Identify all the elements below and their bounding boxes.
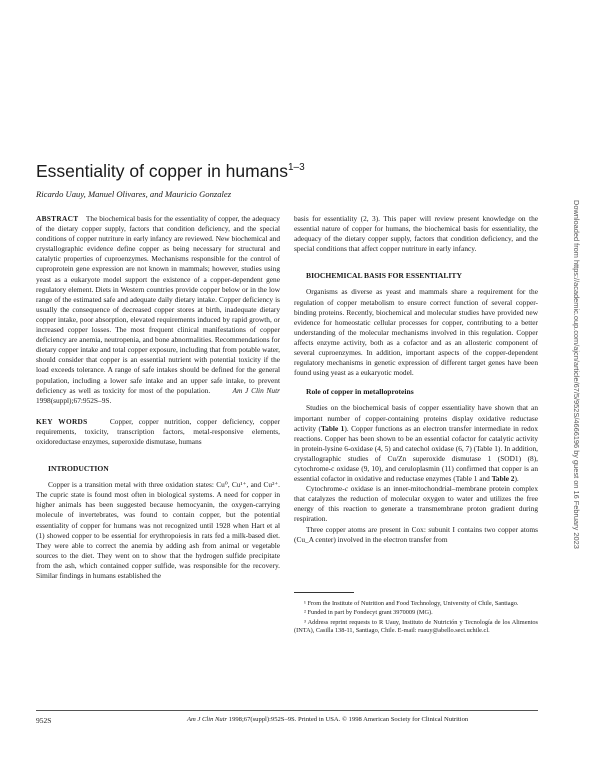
article-title-text: Essentiality of copper in humans [36,161,288,181]
left-column [36,214,280,581]
keywords [36,417,280,447]
download-note: Downloaded from https://academic.oup.com/ajcn/article/67/5/952S/4666196 by guest on 16 February 2023 [572,200,581,549]
title-footnote-marks: 1–3 [287,162,305,173]
footnote-1: ¹ From the Institute of Nutrition and Food Technology, University of Chile, Santiago. [304,600,519,607]
table-1-link[interactable]: Table 1 [320,423,345,433]
footnote-rule [294,592,354,593]
article-authors: Ricardo Uauy, Manuel Olivares, and Mauricio Gonzalez [36,189,232,199]
footnote-3: ³ Address reprint requests to R Uauy, Instituto de Nutrición y Tecnología de los Alimentos (INTA), Casilla 138-11, Santiago, Chile. E-mail: ruauy@abello.seci.uchile.cl. [294,618,538,635]
metalloproteins-text-c: ). [514,474,519,484]
metalloproteins-text-a: Studies on the biochemical basis of copper essentiality have shown that an important number of copper-containing proteins display oxidative reductase activity ( [294,403,538,433]
footnotes [294,600,538,637]
table-2-link[interactable]: Table 2 [491,474,515,484]
keywords-label: KEY WORDS [36,416,88,426]
abstract-text: The biochemical basis for the essentiality of copper, the adequacy of the dietary copper supply, factors that condition deficiency, and the special conditions of copper nutriture in early infancy are reviewed. New biochemical and crystallographic evidence define copper as being necessary for structural and catalytic properties of cuproenzymes. Mechanisms responsible for the control of cuproprotein gene expression are not known in mammals; however, studies using yeast as a eukaryote model support the existence of a copper-dependent gene regulatory element. Diets in Western countries provide copper below or in the low range of the estimated safe and adequate daily dietary intake. Copper deficiency is usually the consequence of decreased copper stores at birth, inadequate dietary copper intake, poor absorption, elevated requirements induced by rapid growth, or increased copper losses. The most frequent clinical manifestations of copper deficiency are anemia, neutropenia, and bone abnormalities. Recommendations for dietary copper intake and total copper exposure, including that from potable water, should consider that copper is an essential nutrient with potential toxicity if the load exceeds tolerance. A range of safe intakes should be defined for the general population, including a lower safe intake and an upper safe intake, to prevent deficiency as well as toxicity for most of the population. [36,214,280,395]
right-column [294,214,538,545]
biochemical-paragraph-1: Organisms as diverse as yeast and mammals share a requirement for the regulation of copper metabolism to ensure correct function of several copper-binding proteins. Recently, biochemical and molecular studies have provided new evidence for homeostatic cellular processes for copper, contributing to a better understanding of the molecular mechanisms involved in this regulation. Copper affects enzyme activity, both as a cofactor and as an allosteric component of several cuproenzymes. In addition, important aspects of the copper-dependent regulatory mechanisms in genetic expression of different target genes have been found using yeast as a eukaryotic model. [294,287,538,378]
journal-details: 1998;67(suppl):952S–9S. Printed in USA. © 1998 American Society for Clinical Nutrition [228,716,469,723]
abstract-citation-rest: 1998(suppl);67:952S–9S. [36,395,112,405]
introduction-heading: INTRODUCTION [48,464,109,474]
article-title [36,161,305,182]
cytochrome-paragraph [294,484,538,524]
footer-rule [36,710,538,711]
metalloproteins-text-b: ). Copper functions as an electron transfer intermediate in redox reactions. Copper has been shown to be an essential cofactor for catalytic activity in protein-lysine 6-oxidase (4, 5) and catechol oxidase (6, 7) (Table 1). In addition, crystallographic studies of Cu/Zn superoxide dismutase 1 (SOD1) (8), cytochrome-c oxidase (9, 10), and ceruloplasmin (11) confirmed that copper is an essential cofactor in oxidative and reductase enzymes (Table 1 and [294,423,538,484]
page-number: 952S [36,716,52,725]
cytochrome-text-a: Cytochrome- [306,484,345,494]
introduction-paragraph-1-continued: basis for essentiality (2, 3). This paper will review present knowledge on the essential nature of copper for humans, the biochemical basis for essentiality, the adequacy of the dietary copper supply, factors that condition deficiency, and the special conditions that affect copper nutriture in early infancy. [294,214,538,254]
download-sidebar [574,200,588,630]
metalloproteins-subheading: Role of copper in metalloproteins [306,387,414,397]
biochemical-basis-heading: BIOCHEMICAL BASIS FOR ESSENTIALITY [306,271,462,281]
metalloproteins-paragraph-1 [294,403,538,484]
keywords-text: Copper, copper nutrition, copper deficiency, copper requirements, toxicity, transcription factors, metal-responsive elements, oxidoreductase enzymes, superoxide dismutase, humans [36,416,280,446]
footnote-2: ² Funded in part by Fondecyt grant 3970009 (MG). [304,609,433,617]
journal-citation-footer [187,716,468,723]
cytochrome-c-letter: c [344,484,349,494]
abstract [36,214,280,406]
abstract-label: ABSTRACT [36,214,79,223]
cytochrome-text-b: oxidase is an inner-mitochondrial–membrane protein complex that catalyzes the reduction of molecular oxygen to water and utilizes the free energy of this reaction to generate a transmembrane proton gradient during respiration. [294,484,538,524]
introduction-paragraph-1: Copper is a transition metal with three oxidation states: Cu⁰, Cu¹⁺, and Cu²⁺. The cupric state is found most often in biological systems. A need for copper in higher animals has been suggested because hemocyanin, the oxygen-carrying molecule of invertebrates, was found to contain copper, but the potential essentiality of copper for humans was not recognized until 1928 when Hart et al (1) showed copper to be essential for erythropoiesis in rats fed a milk-based diet. They were able to correct the anemia by adding ash from animal or vegetable sources to the diet. They went on to show that the hydrogen sulfide precipitate from the ash, which contained copper sulfide, was responsible for the recovery. Similar findings in humans established the [36,480,280,580]
abstract-citation-journal: Am J Clin Nutr [232,385,280,395]
copper-atoms-paragraph: Three copper atoms are present in Cox: subunit I contains two copper atoms (Cu_A center) involved in the electron transfer from [294,524,538,544]
journal-name: Am J Clin Nutr [187,716,228,723]
